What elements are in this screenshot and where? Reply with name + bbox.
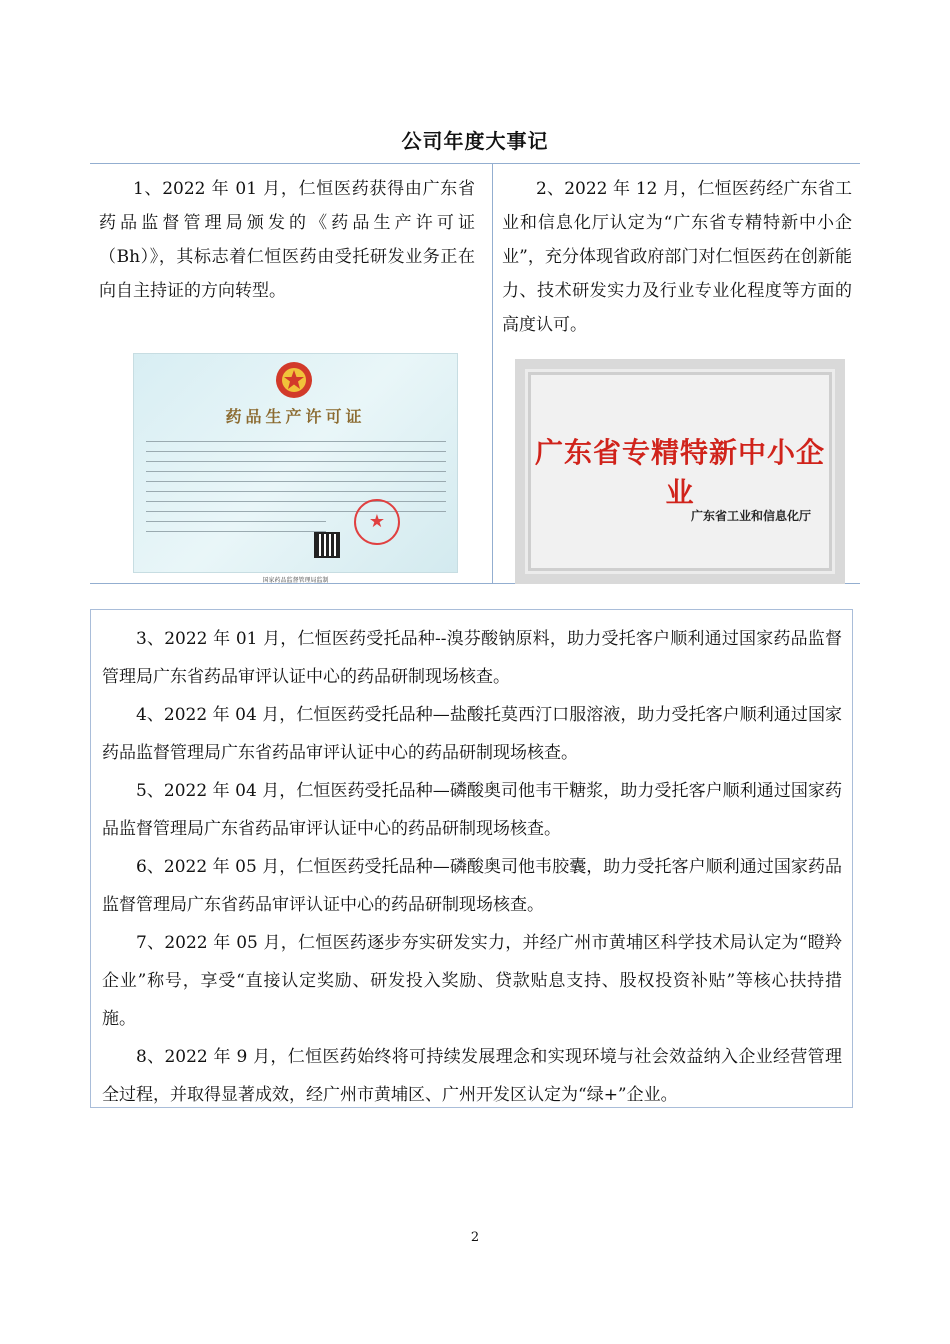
certificate-fields — [146, 432, 446, 541]
events-box — [90, 609, 853, 1108]
highlight-2-text: 2、2022 年 12 月，仁恒医药经广东省工业和信息化厅认定为“广东省专精特新中小企业”，充分体现省政府部门对仁恒医药在创新能力、技术研发实力及行业专业化程度等方面的高度认可。 — [502, 179, 852, 335]
event-item: 6、2022 年 05 月，仁恒医药受托品种—磷酸奥司他韦胶囊，助力受托客户顺利通过国家药品监督管理局广东省药品审评认证中心的药品研制现场核查。 — [102, 857, 842, 915]
qr-code-icon — [314, 532, 340, 558]
event-item: 7、2022 年 05 月，仁恒医药逐步夯实研发实力，并经广州市黄埔区科学技术局认定为“瞪羚企业”称号，享受“直接认定奖励、研发投入奖励、贷款贴息支持、股权投资补贴”等核心扶持措施。 — [102, 933, 842, 1029]
table-column-divider — [492, 163, 493, 584]
plaque-issuer: 广东省工业和信息化厅 — [690, 509, 811, 523]
event-item: 4、2022 年 04 月，仁恒医药受托品种—盐酸托莫西汀口服溶液，助力受托客户顺利通过国家药品监督管理局广东省药品审评认证中心的药品研制现场核查。 — [102, 705, 842, 763]
specialized-enterprise-plaque-image — [515, 359, 845, 584]
plaque-title: 广东省专精特新中小企业 — [534, 436, 825, 509]
drug-production-license-image — [133, 353, 458, 573]
event-item: 8、2022 年 9 月，仁恒医药始终将可持续发展理念和实现环境与社会效益纳入企业经营管理全过程，并取得显著成效，经广州市黄埔区、广州开发区认定为“绿+”企业。 — [102, 1047, 842, 1105]
table-top-border — [90, 163, 860, 164]
certificate-title: 药品生产许可证 — [225, 407, 366, 426]
national-emblem-icon — [274, 360, 314, 400]
highlight-1-text: 1、2022 年 01 月，仁恒医药获得由广东省药品监督管理局颁发的《药品生产许可证（Bh）》，其标志着仁恒医药由受托研发业务正在向自主持证的方向转型。 — [99, 179, 475, 301]
page-title: 公司年度大事记 — [401, 129, 549, 153]
event-item: 5、2022 年 04 月，仁恒医药受托品种—磷酸奥司他韦干糖浆，助力受托客户顺利通过国家药品监督管理局广东省药品审评认证中心的药品研制现场核查。 — [102, 781, 842, 839]
certificate-caption: 国家药品监督管理局监制 — [262, 577, 329, 584]
official-seal-icon: ★ — [354, 499, 400, 545]
page-number: 2 — [470, 1230, 480, 1245]
event-item: 3、2022 年 01 月，仁恒医药受托品种--溴芬酸钠原料，助力受托客户顺利通过国家药品监督管理局广东省药品审评认证中心的药品研制现场核查。 — [102, 629, 842, 687]
